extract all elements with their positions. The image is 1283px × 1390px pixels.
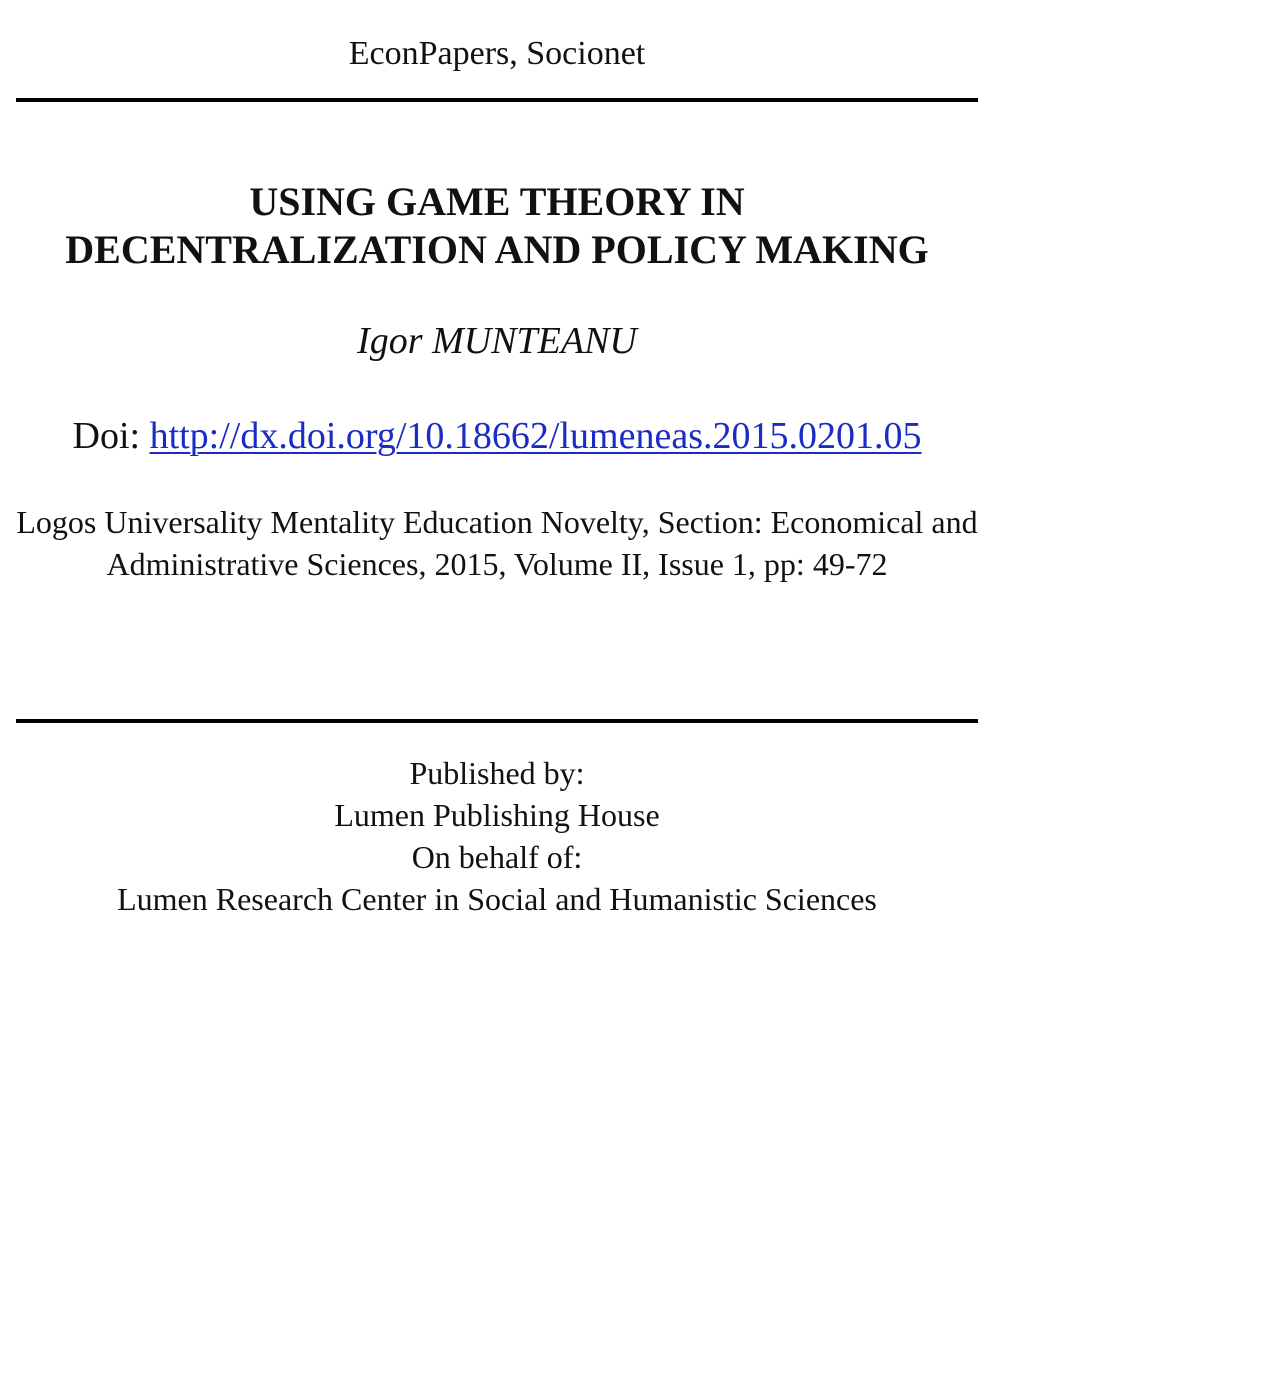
author-name: Igor MUNTEANU: [357, 320, 637, 362]
publisher-block: [16, 752, 978, 920]
citation-text: Logos Universality Mentality Education Novelty, Section: Economical and Administrative Sciences, 2015, Volume II, Issue 1, pp: 49-72: [16, 504, 978, 582]
title-line-1: USING GAME THEORY IN: [249, 179, 745, 224]
doi-label: Doi:: [72, 415, 141, 457]
on-behalf-label: On behalf of:: [411, 839, 583, 875]
title-line-2: DECENTRALIZATION AND POLICY MAKING: [65, 227, 929, 272]
top-divider: [16, 98, 978, 102]
bottom-divider: [16, 719, 978, 723]
published-by-label: Published by:: [409, 755, 585, 791]
doi-line: [16, 412, 978, 460]
article-title: [16, 178, 978, 274]
organization-name: Lumen Research Center in Social and Humanistic Sciences: [117, 881, 877, 917]
indexing-line: EconPapers, Socionet: [348, 35, 646, 72]
doi-link[interactable]: http://dx.doi.org/10.18662/lumeneas.2015.0201.05: [149, 415, 922, 457]
publisher-name: Lumen Publishing House: [334, 797, 660, 833]
